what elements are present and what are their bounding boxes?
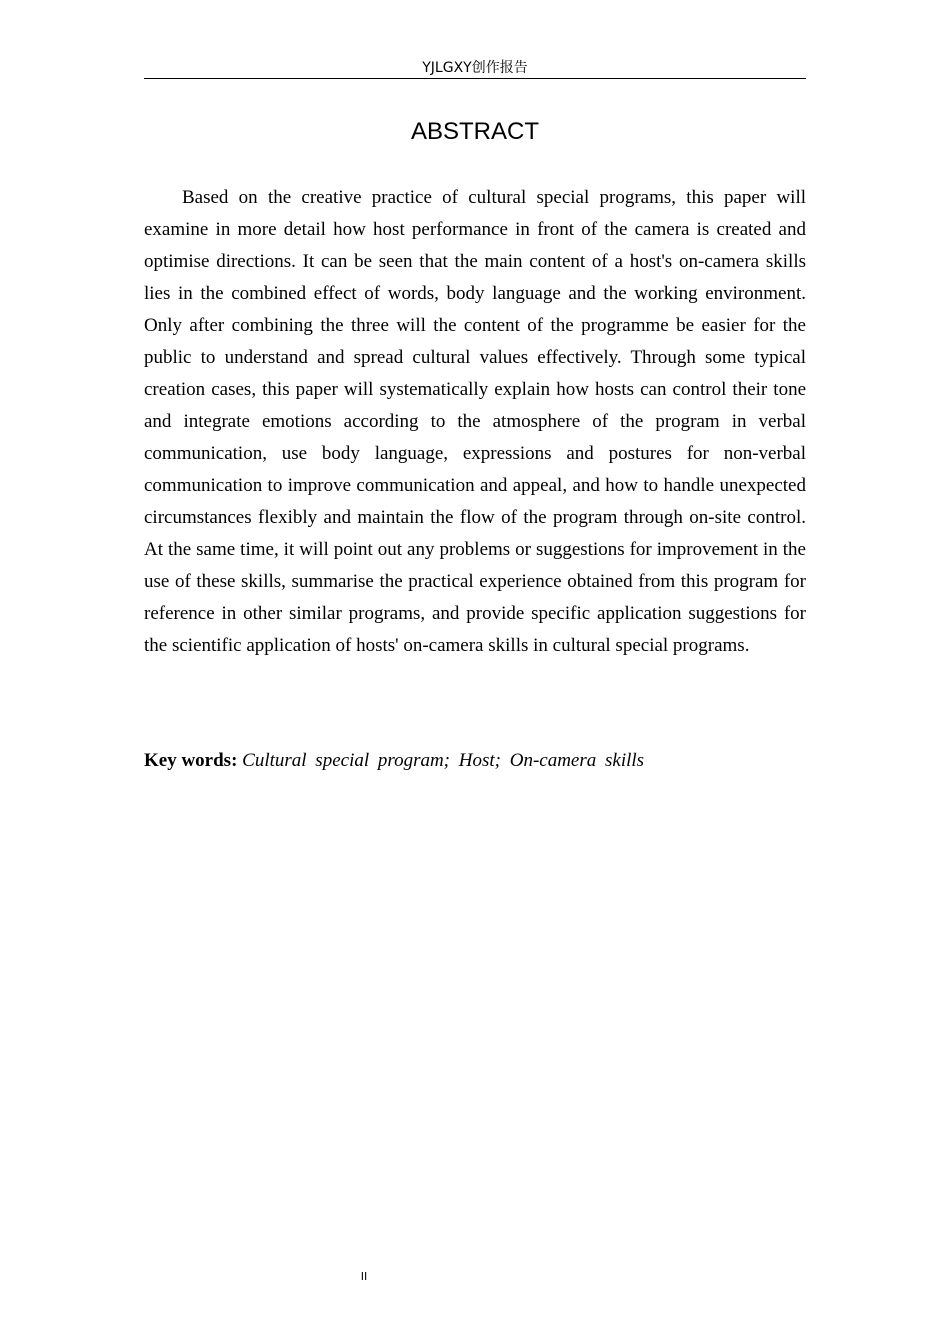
running-header: YJLGXY创作报告 <box>422 60 528 76</box>
keywords-value: Cultural special program; Host; On-camera skills <box>242 750 645 771</box>
page-number: II <box>360 1270 368 1283</box>
keywords-label: Key words: <box>144 750 238 771</box>
keywords-line <box>144 745 806 777</box>
abstract-body: Based on the creative practice of cultural special programs, this paper will examine in more detail how host performance in front of the camera is created and optimise directions. It can be seen that the main content of a host's on-camera skills lies in the combined effect of words, body language and the working environment. Only after combining the three will the content of the programme be easier for the public to understand and spread cultural values effectively. Through some typical creation cases, this paper will systematically explain how hosts can control their tone and integrate emotions according to the atmosphere of the program in verbal communication, use body language, expressions and postures for non-verbal communication to improve communication and appeal, and how to handle unexpected circumstances flexibly and maintain the flow of the program through on-site control. At the same time, it will point out any problems or suggestions for improvement in the use of these skills, summarise the practical experience obtained from this program for reference in other similar programs, and provide specific application suggestions for the scientific application of hosts' on-camera skills in cultural special programs. <box>144 187 806 656</box>
abstract-title: ABSTRACT <box>410 118 539 145</box>
header-rule <box>144 78 806 79</box>
